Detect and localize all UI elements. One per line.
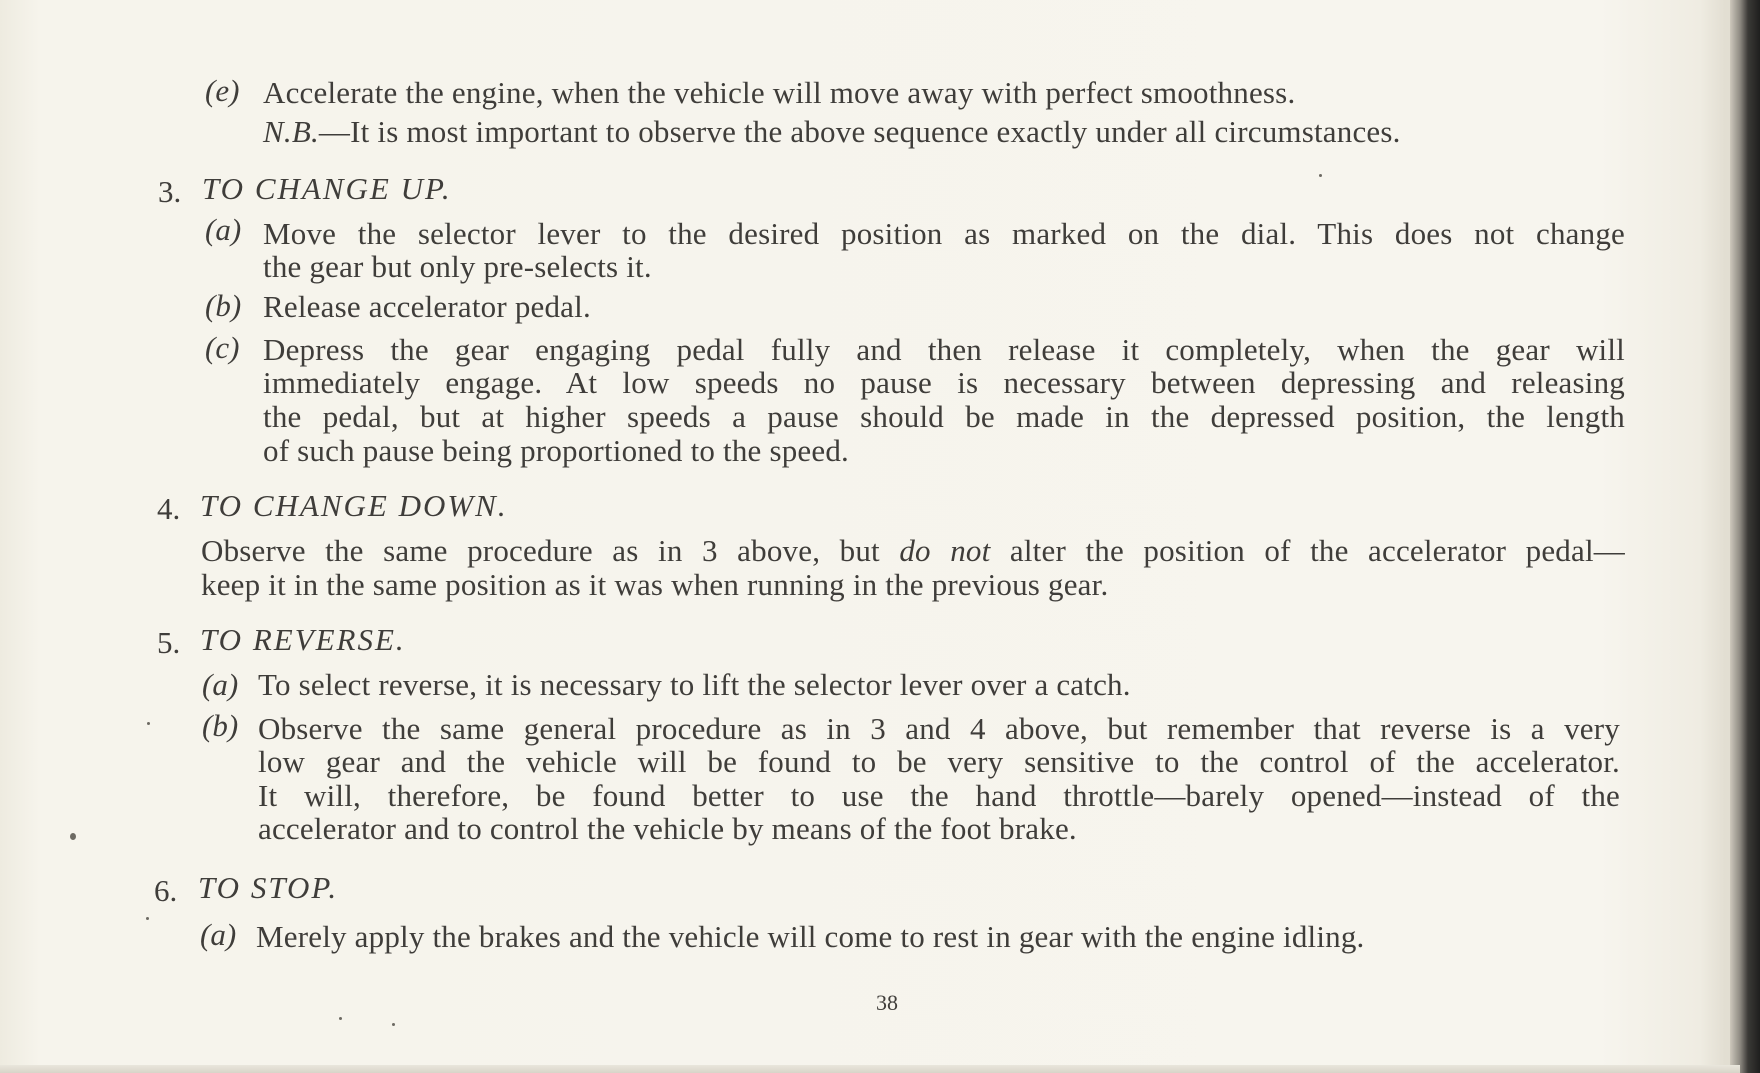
page-bottom-edge xyxy=(0,1065,1740,1073)
ink-speck xyxy=(147,722,150,725)
section-4-line1-post: alter the position of the accelerator pedal— xyxy=(990,533,1625,568)
section-4-number: 4. xyxy=(157,491,181,526)
section-5-a-line1: To select reverse, it is necessary to lift the selector lever over a catch. xyxy=(258,667,1131,702)
ink-speck xyxy=(1319,174,1322,177)
item-e-text: Accelerate the engine, when the vehicle will move away with perfect smoothness. xyxy=(263,75,1296,110)
section-4-emphasis: do not xyxy=(899,533,991,568)
section-5-title: TO REVERSE. xyxy=(200,622,406,657)
section-3-b-label: (b) xyxy=(205,288,242,323)
section-4-line1 xyxy=(201,534,1625,568)
section-5-b-line4: accelerator and to control the vehicle by means of the foot brake. xyxy=(258,811,1077,846)
section-6-number: 6. xyxy=(154,873,178,908)
item-e-label: (e) xyxy=(205,73,240,108)
section-3-a-line2: the gear but only pre-selects it. xyxy=(263,249,652,284)
section-6-title: TO STOP. xyxy=(198,870,339,905)
ink-speck xyxy=(146,917,149,920)
ink-speck xyxy=(70,833,76,840)
page-binding-shadow xyxy=(1730,0,1760,1073)
section-5-b-line2: low gear and the vehicle will be found to be very sensitive to the control of the accelerator. xyxy=(258,744,1620,779)
section-3-a-label: (a) xyxy=(205,212,242,247)
section-3-c-line3: the pedal, but at higher speeds a pause should be made in the depressed position, the length xyxy=(263,399,1625,434)
section-6-a-line1: Merely apply the brakes and the vehicle will come to rest in gear with the engine idling. xyxy=(256,919,1365,954)
ink-speck xyxy=(392,1023,395,1026)
section-5-b-label: (b) xyxy=(202,708,239,743)
section-5-number: 5. xyxy=(157,625,181,660)
section-3-c-line2: immediately engage. At low speeds no pause is necessary between depressing and releasing xyxy=(263,365,1625,400)
nb-note xyxy=(263,115,1401,149)
section-3-number: 3. xyxy=(158,174,182,209)
section-3-c-line1: Depress the gear engaging pedal fully and then release it completely, when the gear will xyxy=(263,332,1625,367)
section-3-title: TO CHANGE UP. xyxy=(202,171,452,206)
section-5-a-label: (a) xyxy=(202,667,239,702)
section-4-line2: keep it in the same position as it was when running in the previous gear. xyxy=(201,567,1109,602)
nb-text: —It is most important to observe the above sequence exactly under all circumstances. xyxy=(318,114,1401,149)
section-3-b-line1: Release accelerator pedal. xyxy=(263,289,591,324)
section-3-a-line1: Move the selector lever to the desired position as marked on the dial. This does not change xyxy=(263,216,1625,251)
section-5-b-line1: Observe the same general procedure as in 3 and 4 above, but remember that reverse is a very xyxy=(258,711,1620,746)
nb-prefix: N.B. xyxy=(263,114,319,149)
section-4-line1-pre: Observe the same procedure as in 3 above, but xyxy=(201,533,900,568)
section-5-b-line3: It will, therefore, be found better to use the hand throttle—barely opened—instead of the xyxy=(258,778,1620,813)
page-number: 38 xyxy=(876,990,898,1015)
section-3-c-label: (c) xyxy=(205,330,240,365)
ink-speck xyxy=(339,1017,342,1020)
section-6-a-label: (a) xyxy=(200,917,237,952)
section-3-c-line4: of such pause being proportioned to the speed. xyxy=(263,433,849,468)
section-4-title: TO CHANGE DOWN. xyxy=(200,488,508,523)
